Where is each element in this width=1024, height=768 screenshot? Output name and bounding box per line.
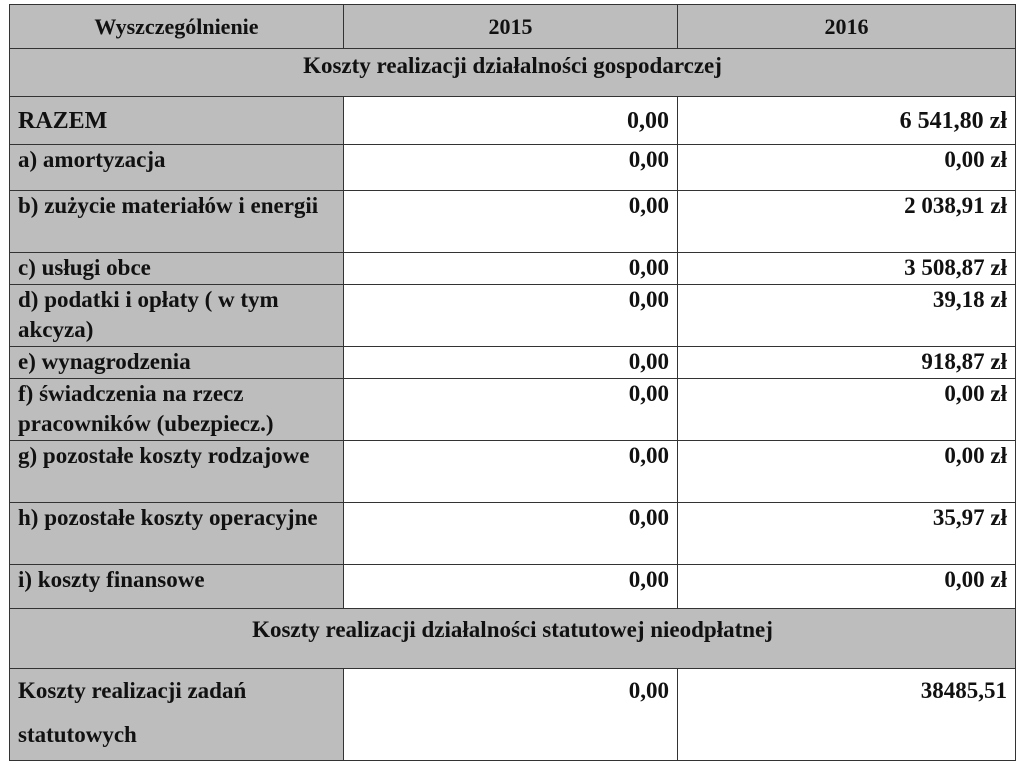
row-value-2016: 35,97 zł — [678, 503, 1016, 565]
table-row — [10, 441, 1016, 503]
row-value-2015: 0,00 — [344, 503, 678, 565]
table-row — [10, 253, 1016, 285]
row-label: g) pozostałe koszty rodzajowe — [10, 441, 344, 503]
section-title-business: Koszty realizacji działalności gospodarczej — [10, 49, 1016, 97]
table-row — [10, 503, 1016, 565]
row-value-2016: 0,00 zł — [678, 565, 1016, 609]
table-row — [10, 565, 1016, 609]
row-value-2015: 0,00 — [344, 191, 678, 253]
table-row — [10, 285, 1016, 347]
row-value-2016: 0,00 zł — [678, 379, 1016, 441]
row-label: e) wynagrodzenia — [10, 347, 344, 379]
row-value-2016: 0,00 zł — [678, 145, 1016, 191]
header-row — [10, 5, 1016, 49]
row-label: c) usługi obce — [10, 253, 344, 285]
row-value-2015: 0,00 — [344, 285, 678, 347]
row-value-2016: 3 508,87 zł — [678, 253, 1016, 285]
cost-table-container — [9, 4, 1015, 762]
row-label: d) podatki i opłaty ( w tym akcyza) — [10, 285, 344, 347]
row-label: i) koszty finansowe — [10, 565, 344, 609]
section-row-business — [10, 49, 1016, 97]
row-label: b) zużycie materiałów i energii — [10, 191, 344, 253]
total-row — [10, 97, 1016, 145]
table-row — [10, 347, 1016, 379]
section-row-statutory — [10, 609, 1016, 669]
table-row — [10, 191, 1016, 253]
cost-table — [9, 4, 1016, 761]
total-2015: 0,00 — [344, 97, 678, 145]
row-value-2015: 0,00 — [344, 145, 678, 191]
statutory-row — [10, 669, 1016, 761]
row-value-2016: 39,18 zł — [678, 285, 1016, 347]
total-label: RAZEM — [10, 97, 344, 145]
statutory-2016: 38485,51 — [678, 669, 1016, 761]
row-value-2016: 2 038,91 zł — [678, 191, 1016, 253]
header-cell-2015: 2015 — [344, 5, 678, 49]
row-label: h) pozostałe koszty operacyjne — [10, 503, 344, 565]
row-value-2015: 0,00 — [344, 379, 678, 441]
row-value-2015: 0,00 — [344, 565, 678, 609]
cost-rows — [10, 145, 1016, 609]
row-value-2015: 0,00 — [344, 347, 678, 379]
section-title-statutory: Koszty realizacji działalności statutowej nieodpłatnej — [10, 609, 1016, 669]
row-value-2016: 0,00 zł — [678, 441, 1016, 503]
total-2016: 6 541,80 zł — [678, 97, 1016, 145]
table-row — [10, 379, 1016, 441]
row-value-2015: 0,00 — [344, 441, 678, 503]
row-label: f) świadczenia na rzecz pracowników (ubezpiecz.) — [10, 379, 344, 441]
row-label: a) amortyzacja — [10, 145, 344, 191]
header-cell-item: Wyszczególnienie — [10, 5, 344, 49]
row-value-2015: 0,00 — [344, 253, 678, 285]
statutory-2015: 0,00 — [344, 669, 678, 761]
statutory-label: Koszty realizacji zadań statutowych — [10, 669, 344, 761]
row-value-2016: 918,87 zł — [678, 347, 1016, 379]
header-cell-2016: 2016 — [678, 5, 1016, 49]
table-row — [10, 145, 1016, 191]
